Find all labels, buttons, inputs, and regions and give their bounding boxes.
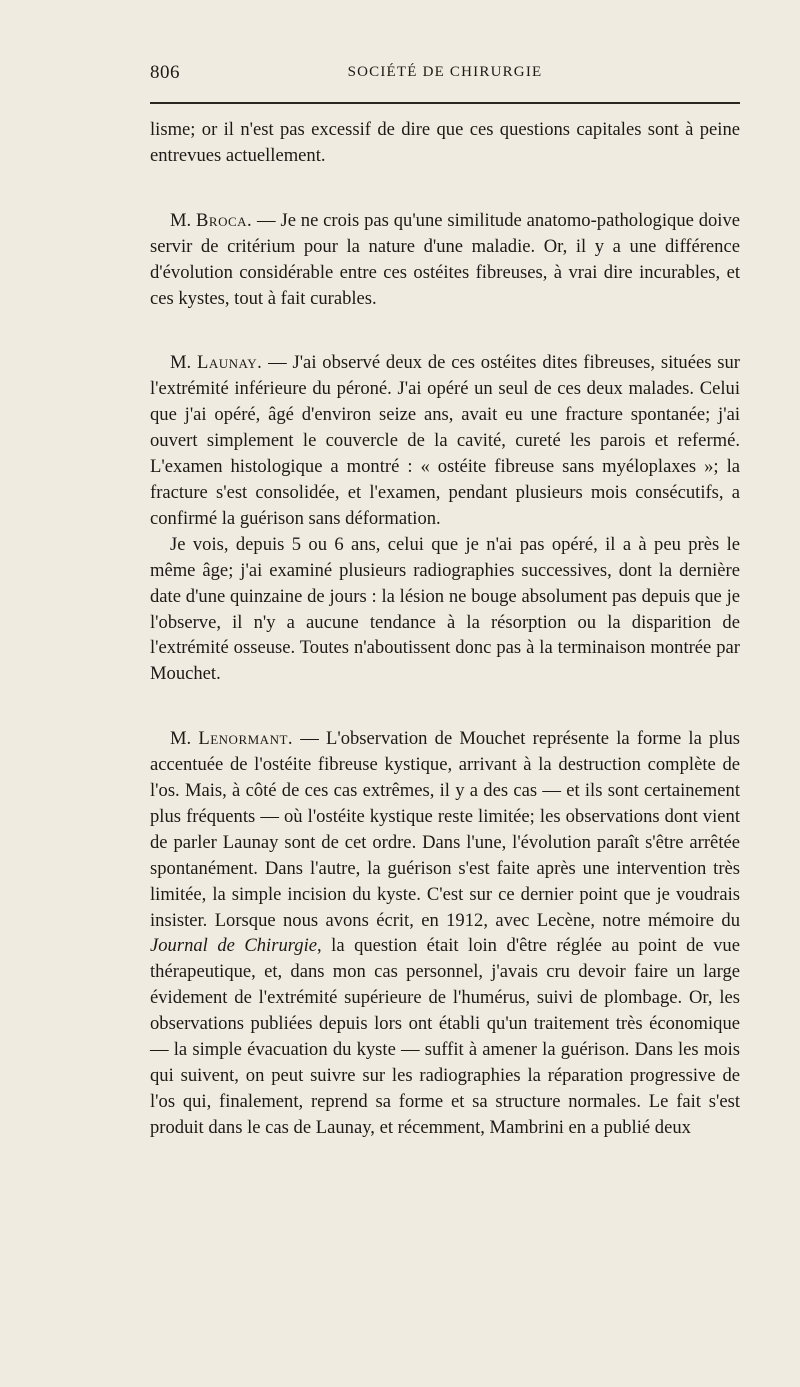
paragraph-broca: [150, 208, 740, 312]
page-header: [150, 60, 740, 90]
speaker-prefix: M.: [170, 209, 192, 231]
page-number: 806: [150, 62, 180, 83]
speaker-prefix: M.: [170, 728, 192, 750]
paragraph-text: — Je ne crois pas qu'une similitude anatomo-pathologique doive servir de critérium pour la nature d'une maladie. Or, il y a une différence d'évolution considérable entre ces ostéites fibreuses, à vrai dire incurables, et ces kystes, tout à fait curables.: [150, 209, 741, 309]
header-rule: [150, 102, 740, 104]
running-title: SOCIÉTÉ DE CHIRURGIE: [347, 64, 543, 80]
paragraph-launay-continued: Je vois, depuis 5 ou 6 ans, celui que je n'ai pas opéré, il a à peu près le même âge; j'ai examiné plusieurs radiographies successives, dont la dernière date d'une quinzaine de jours : la lésion ne bouge absolument pas depuis que je l'observe, il n'y a aucune tendance à la résorption ou la disparition de l'extrémité osseuse. Toutes n'aboutissent donc pas à la terminaison montrée par Mouchet.: [150, 533, 740, 685]
continuation-paragraph: lisme; or il n'est pas excessif de dire que ces questions capitales sont à peine entrevues actuellement.: [150, 119, 740, 166]
speaker-prefix: M.: [170, 352, 192, 374]
paragraph-lenormant: [150, 726, 740, 1141]
body-text: [150, 117, 740, 1141]
speaker-name-broca: Broca.: [196, 209, 253, 231]
paragraph-launay: [150, 350, 740, 531]
speaker-name-lenormant: Lenormant.: [198, 728, 294, 750]
journal-title: Journal de Chirurgie: [150, 935, 318, 957]
paragraph-text: , la question était loin d'être réglée au point de vue thérapeutique, et, dans mon cas personnel, j'avais cru devoir faire un large évidement de l'extrémité supérieure de l'humérus, suivi de plombage. Or, les observations publiées depuis lors ont établi qu'un traitement très économique — la simple évacuation du kyste — suffit à amener la guérison. Dans les mois qui suivent, on peut suivre sur les radiographies la réparation progressive de l'os qui, finalement, reprend sa forme et sa structure normales. Le fait s'est produit dans le cas de Launay, et récemment, Mambrini en a publié deux: [150, 935, 740, 1138]
speaker-name-launay: Launay.: [197, 352, 263, 374]
paragraph-text: — L'observation de Mouchet représente la forme la plus accentuée de l'ostéite fibreuse kystique, arrivant à la destruction complète de l'os. Mais, à côté de ces cas extrêmes, il y a des cas — et ils sont certainement plus fréquents — où l'ostéite kystique reste limitée; les observations dont vient de parler Launay sont de cet ordre. Dans l'une, l'évolution paraît s'être arrêtée spontanément. Dans l'autre, la guérison s'est faite après une intervention très limitée, la simple incision du kyste. C'est sur ce dernier point que je voudrais insister. Lorsque nous avons écrit, en 1912, avec Lecène, notre mémoire du: [150, 728, 740, 931]
paragraph-text: — J'ai observé deux de ces ostéites dites fibreuses, situées sur l'extrémité inférieure du péroné. J'ai opéré un seul de ces deux malades. Celui que j'ai opéré, âgé d'environ seize ans, avait eu une fracture spontanée; j'ai ouvert simplement le couvercle de la cavité, cureté les parois et refermé. L'examen histologique a montré : « ostéite fibreuse sans myéloplaxes »; la fracture s'est consolidée, et l'examen, pendant plusieurs mois consécutifs, a confirmé la guérison sans déformation.: [150, 352, 740, 529]
